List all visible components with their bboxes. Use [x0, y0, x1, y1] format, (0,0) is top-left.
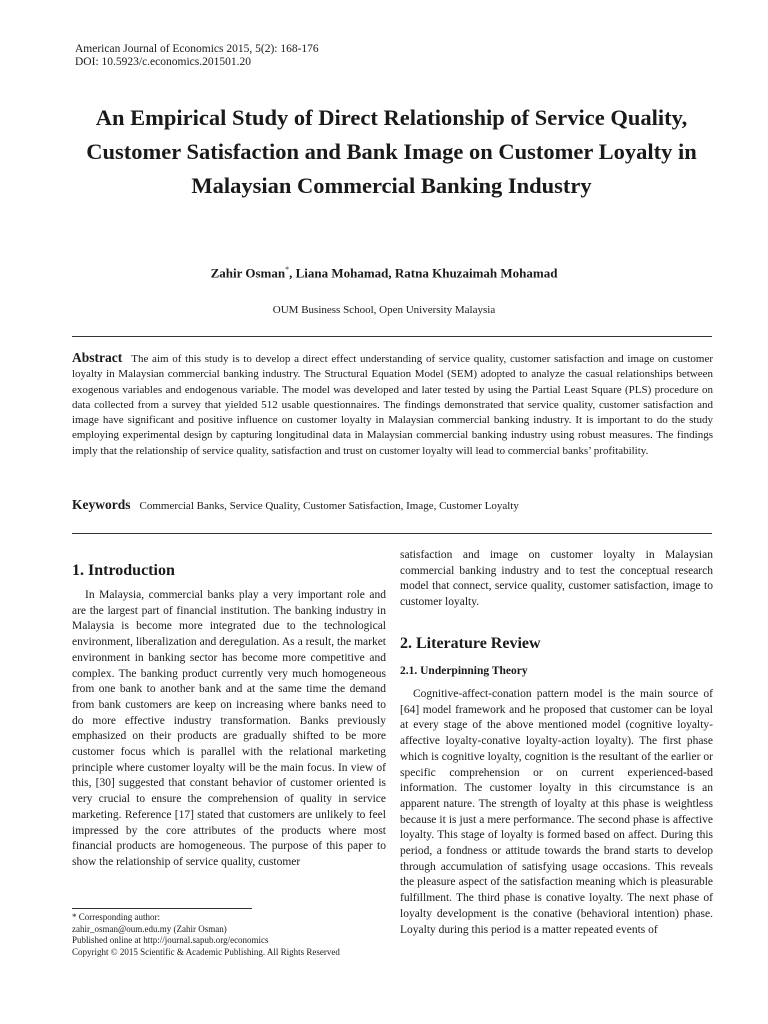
- paragraph: Cognitive-affect-conation pattern model is the main source of [64] model framework and he proposed that customer can be loyal at every stage of the above mentioned model (cognitive loyalty-affective loyalty-conative loyalty-action loyalty). The first phase which is cognitive loyalty, cognition is the resultant of the earlier or specific comprehension or on current experienced-based information. The customer loyalty in this circumstance is an apparent nature. The strength of loyalty at this phase is weightless because it is just a mere performance. The second phase is affective loyalty. This stage of loyalty is formed based on affect. During this period, a fondness or attitude towards the brand starts to develop through accumulation of satisfying usage occasions. This reveals the pleasure aspect of the satisfaction meaning which is pleasurable fulfillment. The third phase is conative loyalty. The next phase of loyalty development is the conative (behavioral intention) phase. Loyalty during this period is a matter repeated events of: [400, 688, 713, 936]
- footnote-email: zahir_osman@oum.edu.my (Zahir Osman): [72, 923, 227, 934]
- paragraph: In Malaysia, commercial banks play a very important role and are the largest part of financial institution. The banking industry in Malaysia is become more integrated due to the technological environment, liberalization and deregulation. As a result, the market environment in banking sector has become more competitive and complex. The banking product currently very much homogeneous from one bank to another bank and at the same time the demand from bank customers are keep on increasing where banks need to do more effective industry transformation. Banks previously emphasized on their products are gradually shifted to be more customer focus which is parallel with the relational marketing principle where customer loyalty will be the main focus. In view of this, [30] suggested that constant behavior of customer oriented is very crucial to ensure the comprehension of quality in service marketing. Reference [17] stated that customers are unlikely to feel impressed by the core attributes of the products where most financial products are homogeneous. The purpose of this paper to show the relationship of service quality, customer: [72, 589, 386, 868]
- introduction-body: [72, 588, 386, 871]
- coauthor-names: , Liana Mohamad, Ratna Khuzaimah Mohamad: [289, 265, 558, 281]
- section-heading-literature-review: 2. Literature Review: [400, 635, 541, 652]
- footnote-published: Published online at http://journal.sapub.org/economics: [72, 935, 269, 946]
- corresponding-mark: *: [285, 265, 290, 274]
- journal-header: [75, 43, 319, 69]
- introduction-continued: [400, 548, 713, 611]
- affiliation: OUM Business School, Open University Malaysia: [272, 304, 496, 316]
- subsection-heading: 2.1. Underpinning Theory: [400, 665, 528, 677]
- divider: [72, 336, 712, 337]
- keywords-label: Keywords: [72, 497, 131, 512]
- literature-review-body: [400, 687, 713, 938]
- footnote-copyright: Copyright © 2015 Scientific & Academic Publishing. All Rights Reserved: [72, 946, 340, 957]
- divider: [72, 533, 712, 534]
- journal-doi: DOI: 10.5923/c.economics.201501.20: [75, 56, 251, 68]
- footnotes: [72, 912, 340, 958]
- footnote-corresponding: * Corresponding author:: [72, 912, 160, 922]
- footnote-divider: [72, 908, 252, 909]
- abstract-label: Abstract: [72, 350, 123, 365]
- keywords-text: Commercial Banks, Service Quality, Customer Satisfaction, Image, Customer Loyalty: [139, 500, 519, 512]
- paper-title: An Empirical Study of Direct Relationship of Service Quality, Customer Satisfaction and Bank Image on Customer Loyalty in Malaysian Commercial Banking Industry: [86, 105, 697, 198]
- section-heading-introduction: 1. Introduction: [72, 562, 175, 579]
- abstract: [72, 350, 713, 459]
- abstract-text: The aim of this study is to develop a direct effect understanding of service quality, customer satisfaction and image on customer loyalty in Malaysian commercial banking industry. The Structural Equation Model (SEM) adopted to analyze the casual relationships between exogenous variables and endogenous variable. The model was developed and later tested by using the Partial Least Square (PLS) procedure on data collected from a survey that yielded 512 usable questionnaires. The findings demonstrated that service quality, customer satisfaction and image have significant and positive influence on customer loyalty in Malaysian commercial banking industry. It is important to do the study employing experimental design by capturing longitudinal data in Malaysian commercial banking industry using robust measures. The findings imply that the relationship of service quality, satisfaction and trust on customer loyalty will lead to commercial banks’ profitability.: [72, 353, 713, 457]
- author-name: Zahir Osman: [210, 265, 286, 281]
- paragraph: satisfaction and image on customer loyalty in Malaysian commercial banking industry and to test the conceptual research model that connect, service quality, customer satisfaction, image to customer loyalty.: [400, 549, 713, 609]
- keywords: [72, 497, 713, 513]
- journal-citation: American Journal of Economics 2015, 5(2): 168-176: [75, 43, 319, 55]
- author-list: [0, 265, 768, 281]
